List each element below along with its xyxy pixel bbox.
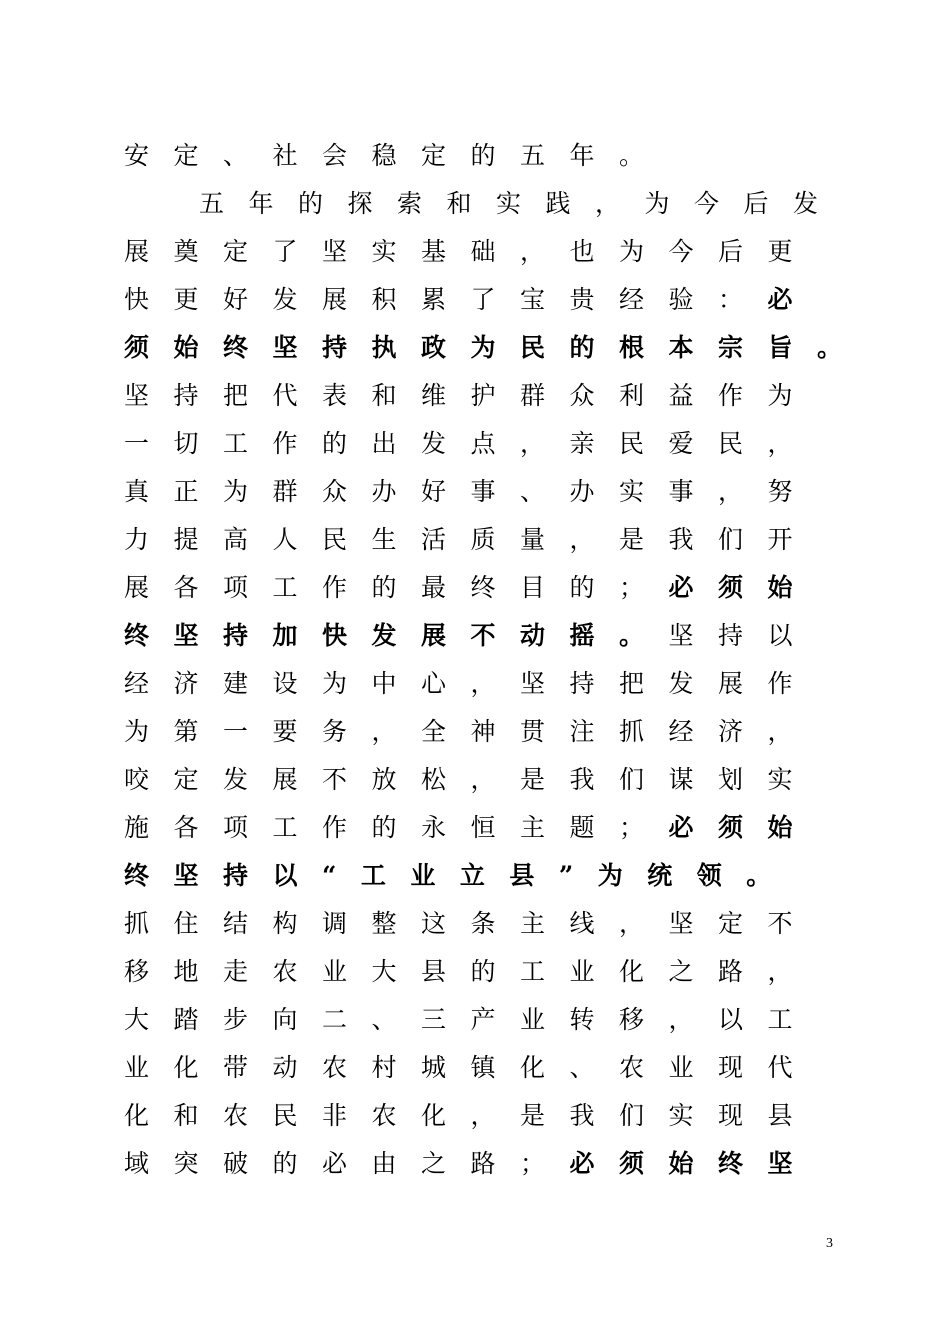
text-line	[124, 852, 867, 900]
text-segment: 展奠定了坚实基础，也为今后更	[124, 237, 818, 266]
text-segment: 施各项工作的永恒主题；	[124, 813, 669, 842]
text-segment: 经济建设为中心，坚持把发展作	[124, 669, 818, 698]
body-text	[124, 132, 867, 1188]
bold-text-segment: 必	[767, 285, 818, 314]
bold-text-segment: 必须始终坚	[569, 1149, 818, 1178]
text-segment: 域突破的必由之路；	[124, 1149, 570, 1178]
text-line	[124, 276, 867, 324]
text-line	[124, 420, 867, 468]
text-line	[124, 1140, 867, 1188]
text-segment: 五年的探索和实践，为今后发	[199, 189, 843, 218]
text-line	[124, 996, 867, 1044]
text-line	[124, 132, 867, 180]
text-segment: 咬定发展不放松，是我们谋划实	[124, 765, 818, 794]
bold-text-segment: 必须始	[668, 573, 818, 602]
text-line	[124, 708, 867, 756]
text-line	[124, 228, 867, 276]
text-line	[124, 1092, 867, 1140]
text-segment: 展各项工作的最终目的；	[124, 573, 669, 602]
text-line	[124, 324, 867, 372]
text-line	[124, 804, 867, 852]
text-line	[124, 564, 867, 612]
text-line	[124, 180, 867, 228]
text-segment: 安定、社会稳定的五年。	[124, 141, 669, 170]
text-line	[124, 756, 867, 804]
text-line	[124, 516, 867, 564]
text-line	[124, 1044, 867, 1092]
text-line	[124, 900, 867, 948]
text-line	[124, 468, 867, 516]
text-line	[124, 372, 867, 420]
bold-text-segment: 须始终坚持执政为民的根本宗旨。	[124, 333, 867, 362]
text-segment: 业化带动农村城镇化、农业现代	[124, 1053, 818, 1082]
text-line	[124, 948, 867, 996]
text-segment: 移地走农业大县的工业化之路，	[124, 957, 818, 986]
page-number: 3	[826, 1236, 833, 1251]
text-segment: 一切工作的出发点，亲民爱民，	[124, 429, 818, 458]
bold-text-segment: 终坚持加快发展不动摇。	[124, 621, 669, 650]
text-segment: 坚持把代表和维护群众利益作为	[124, 381, 818, 410]
text-segment: 为第一要务，全神贯注抓经济，	[124, 717, 818, 746]
text-segment: 大踏步向二、三产业转移，以工	[124, 1005, 818, 1034]
text-segment: 力提高人民生活质量，是我们开	[124, 525, 818, 554]
text-line	[124, 660, 867, 708]
text-line	[124, 612, 867, 660]
text-segment: 快更好发展积累了宝贵经验：	[124, 285, 768, 314]
bold-text-segment: 终坚持以“工业立县”为统领。	[124, 861, 796, 890]
bold-text-segment: 必须始	[668, 813, 818, 842]
text-segment: 抓住结构调整这条主线，坚定不	[124, 909, 818, 938]
text-segment: 真正为群众办好事、办实事，努	[124, 477, 818, 506]
text-segment: 坚持以	[668, 621, 818, 650]
text-segment: 化和农民非农化，是我们实现县	[124, 1101, 818, 1130]
